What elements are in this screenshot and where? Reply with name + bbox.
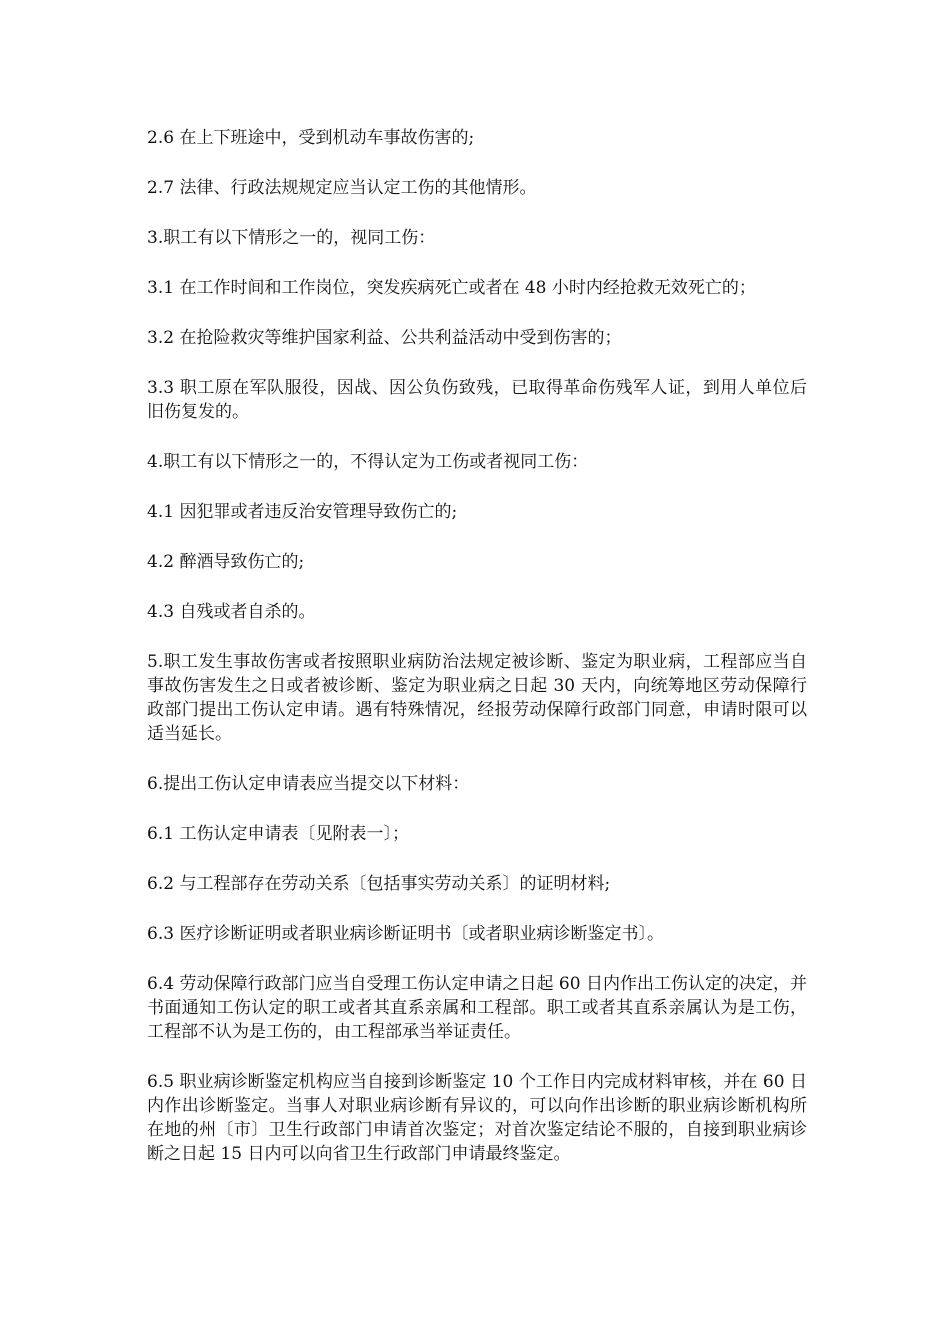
document-body xyxy=(147,126,807,1192)
paragraph-5: 5.职工发生事故伤害或者按照职业病防治法规定被诊断、鉴定为职业病，工程部应当自事故伤害发生之日或者被诊断、鉴定为职业病之日起 30 天内，向统筹地区劳动保障行政部门提出工伤认定申请。遇有特殊情况，经报劳动保障行政部门同意，申请时限可以适当延长。 xyxy=(147,652,807,744)
paragraph-3-3: 3.3 职工原在军队服役，因战、因公负伤致残，已取得革命伤残军人证，到用人单位后旧伤复发的。 xyxy=(147,378,807,422)
paragraph-3: 3.职工有以下情形之一的，视同工伤： xyxy=(147,228,436,248)
paragraph-4-2: 4.2 醉酒导致伤亡的; xyxy=(147,552,305,572)
paragraph-6-2: 6.2 与工程部存在劳动关系〔包括事实劳动关系〕的证明材料; xyxy=(147,874,611,894)
paragraph-4-1: 4.1 因犯罪或者违反治安管理导致伤亡的; xyxy=(147,502,458,522)
paragraph-4: 4.职工有以下情形之一的，不得认定为工伤或者视同工伤： xyxy=(147,452,589,472)
paragraph-2-6: 2.6 在上下班途中，受到机动车事故伤害的; xyxy=(147,128,475,148)
paragraph-6-3: 6.3 医疗诊断证明或者职业病诊断证明书〔或者职业病诊断鉴定书〕。 xyxy=(147,924,664,944)
paragraph-6-5: 6.5 职业病诊断鉴定机构应当自接到诊断鉴定 10 个工作日内完成材料审核，并在 60 日内作出诊断鉴定。当事人对职业病诊断有异议的，可以向作出诊断的职业病诊断机构所在地的州〔市〕卫生行政部门申请首次鉴定；对首次鉴定结论不服的，自接到职业病诊断之日起 15 日内可以向省卫生行政部门申请最终鉴定。 xyxy=(147,1072,807,1164)
paragraph-2-7: 2.7 法律、行政法规规定应当认定工伤的其他情形。 xyxy=(147,178,537,198)
paragraph-4-3: 4.3 自残或者自杀的。 xyxy=(147,602,316,622)
paragraph-6-4: 6.4 劳动保障行政部门应当自受理工伤认定申请之日起 60 日内作出工伤认定的决定，并书面通知工伤认定的职工或者其直系亲属和工程部。职工或者其直系亲属认为是工伤，工程部不认为是工伤的，由工程部承当举证责任。 xyxy=(147,974,807,1042)
paragraph-3-1: 3.1 在工作时间和工作岗位，突发疾病死亡或者在 48 小时内经抢救无效死亡的； xyxy=(147,278,756,298)
paragraph-6-1: 6.1 工伤认定申请表〔见附表一〕； xyxy=(147,824,409,844)
paragraph-3-2: 3.2 在抢险救灾等维护国家利益、公共利益活动中受到伤害的； xyxy=(147,328,622,348)
paragraph-6: 6.提出工伤认定申请表应当提交以下材料： xyxy=(147,774,470,794)
